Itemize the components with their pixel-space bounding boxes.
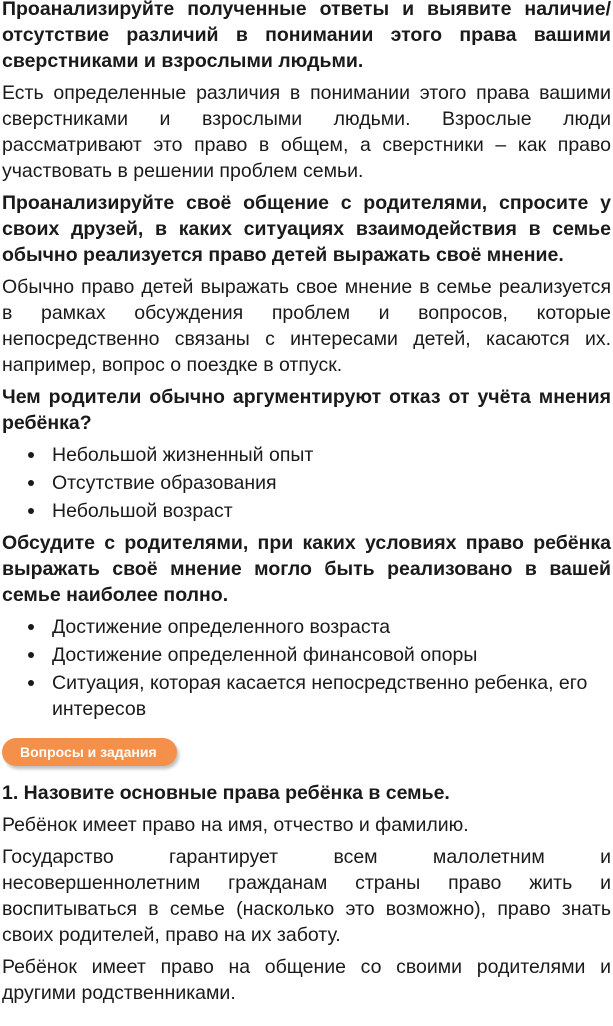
bullet-list xyxy=(2,614,611,722)
question-text: Чем родители обычно аргументируют отказ от учёта мнения ребёнка? xyxy=(2,386,611,434)
answer-text: Ребёнок имеет право на общение со своими родителями и другими родственниками. xyxy=(2,956,611,1004)
question-text: Проанализируйте полученные ответы и выявите наличие/отсутствие различий в понимании этого права вашими сверстниками и взрослыми людьми. xyxy=(2,0,611,72)
answer-text: Есть определенные различия в понимании этого права вашими сверстниками и взрослыми людьми. Взрослые люди рассматривают это право в общем, а сверстники – как право участвовать в решении проблем семьи. xyxy=(2,82,611,182)
answer-text: Обычно право детей выражать свое мнение в семье реализуется в рамках обсуждения проблем и вопросов, которые непосредственно связаны с интересами детей, касаются их. например, вопрос о поездке в отпуск. xyxy=(2,276,611,376)
list-item: Ситуация, которая касается непосредственно ребенка, его интересов xyxy=(52,670,611,722)
list-item: Отсутствие образования xyxy=(52,470,611,496)
list-item: Достижение определенного возраста xyxy=(52,614,611,640)
answer-text: Государство гарантирует всем малолетним и несовершеннолетним гражданам страны право жить и воспитываться в семье (насколько это возможно), право знать своих родителей, право на их заботу. xyxy=(2,846,611,946)
answer-text: Ребёнок имеет право на имя, отчество и фамилию. xyxy=(2,814,469,836)
question-text: Обсудите с родителями, при каких условиях право ребёнка выражать своё мнение могло быть реализовано в вашей семье наиболее полно. xyxy=(2,532,611,606)
list-item: Достижение определенной финансовой опоры xyxy=(52,642,611,668)
question-text: Проанализируйте своё общение с родителями, спросите у своих друзей, в каких ситуациях взаимодействия в семье обычно реализуется право детей выражать своё мнение. xyxy=(2,192,611,266)
list-item: Небольшой жизненный опыт xyxy=(52,442,611,468)
list-item: Небольшой возраст xyxy=(52,498,611,524)
question-text: 1. Назовите основные права ребёнка в семье. xyxy=(2,782,450,804)
bullet-list xyxy=(2,442,611,524)
section-badge: Вопросы и задания xyxy=(2,738,177,766)
